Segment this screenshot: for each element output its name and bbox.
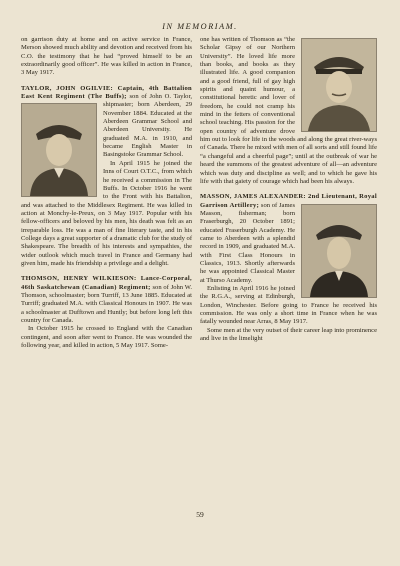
masson-paragraph-1: son of James Masson, fisherman; born Fraserburgh, 20 October 1891; educated Fraserburgh Academy. He came to Aberdeen with a splendid record in 1909, and graduated M.A. with First Class Honours in Classics, 1913. Shortly afterwards he was appointed Classical Master at Thurso Academy. xyxy=(200,201,295,284)
thomson-continuation xyxy=(200,36,377,186)
thomson-portrait-photo xyxy=(301,38,377,132)
masson-heading: MASSON, JAMES ALEXANDER: 2nd Lieutenant, Royal Garrison Artillery; xyxy=(200,193,377,209)
left-column xyxy=(21,36,192,350)
soldier-portrait-icon xyxy=(302,39,376,131)
masson-entry xyxy=(200,193,377,285)
soldier-portrait-icon xyxy=(22,104,96,196)
taylor-paragraph-1: son of John O. Taylor, shipmaster; born Aberdeen, 29 November 1884. Educated at the Aberdeen Grammar School and Aberdeen University. He graduated M.A. in 1910, and became English Master in Basingstoke Grammar School. xyxy=(103,93,193,159)
running-header: IN MEMORIAM. xyxy=(162,22,238,31)
taylor-paragraph-2: In April 1915 he joined the Inns of Court O.T.C., from which he received a commission in The Buffs. In October 1916 he went to the Front with his Battalion, and was attached to the Middlesex Regiment. He was killed in action at Monchy-le-Preux, on 3 May 1917. Popular with his fellow-officers and beloved by his men, his death was felt as an irreparable loss. He was a man of fine literary taste, and in his College days a great supporter of a dramatic club for the study of Shakespeare. The breadth of his interests and sympathies, the wider outlook which much travel in France and Germany had given him, made his friendship a privilege and a delight. xyxy=(21,159,192,267)
masson-portrait-photo xyxy=(301,204,377,298)
taylor-portrait-photo xyxy=(21,103,97,197)
thomson-tribute-text: one has written of Thomson as “the Scholar Gipsy of our Northern University”. He loved life more than books, and books as they illustrated life. A good companion and a good friend, full of gay high spirits and quaint humour, a constitutional heretic and lover of freedom, he could not cramp his mind in the fetters of conventional school teaching. His passion for the open country of adventure drove him out to look for life in the woods and along the great river-ways of Canada. There he mixed with men of all sorts and still found life “a changeful and a cheerful page”; until at the outbreak of war he heard the summons of the greatest adventure of all—an adventure which was duty and discipline as well; and to which he gave his life with that gaiety of courage which had been his always. xyxy=(200,36,377,185)
merson-continuation: on garrison duty at home and on active service in France, Merson showed much ability and devotion and received from his C.O. the testimony that he had “proved himself to be an extraordinarily good officer”. He was killed in action in France, 3 May 1917. xyxy=(21,36,192,77)
masson-paragraph-3: Some men at the very outset of their career leap into prominence and live in the limelight xyxy=(200,326,377,343)
right-column xyxy=(200,36,377,343)
masson-paragraph-2: Enlisting in April 1916 he joined the R.G.A., serving at Edinburgh, London, Winchester. Before going to France he received his commission. He was only a short time in France when he was fatally wounded near Arras, 8 May 1917. xyxy=(200,284,377,326)
thomson-heading: THOMSON, HENRY WILKIESON: Lance-Corporal, 46th Saskatchewan (Canadian) Regiment; xyxy=(21,275,192,291)
page-number: 59 xyxy=(196,510,204,519)
thomson-entry xyxy=(21,275,192,325)
thomson-paragraph-1: son of John W. Thomson, schoolmaster; born Turriff, 13 June 1885. Educated at Turriff; graduated M.A. with Classical Honours in 1907. He was a schoolmaster at Dufftown and Huntly; but before long left this country for Canada. xyxy=(21,283,192,324)
taylor-heading: TAYLOR, JOHN OGILVIE: Captain, 4th Battalion East Kent Regiment (The Buffs); xyxy=(21,84,192,101)
soldier-portrait-icon xyxy=(302,205,376,297)
thomson-paragraph-2: In October 1915 he crossed to England with the Canadian contingent, and soon after went to France. He was wounded the following year, and killed in action, 5 May 1917. Some- xyxy=(21,325,192,350)
taylor-entry xyxy=(21,85,192,160)
